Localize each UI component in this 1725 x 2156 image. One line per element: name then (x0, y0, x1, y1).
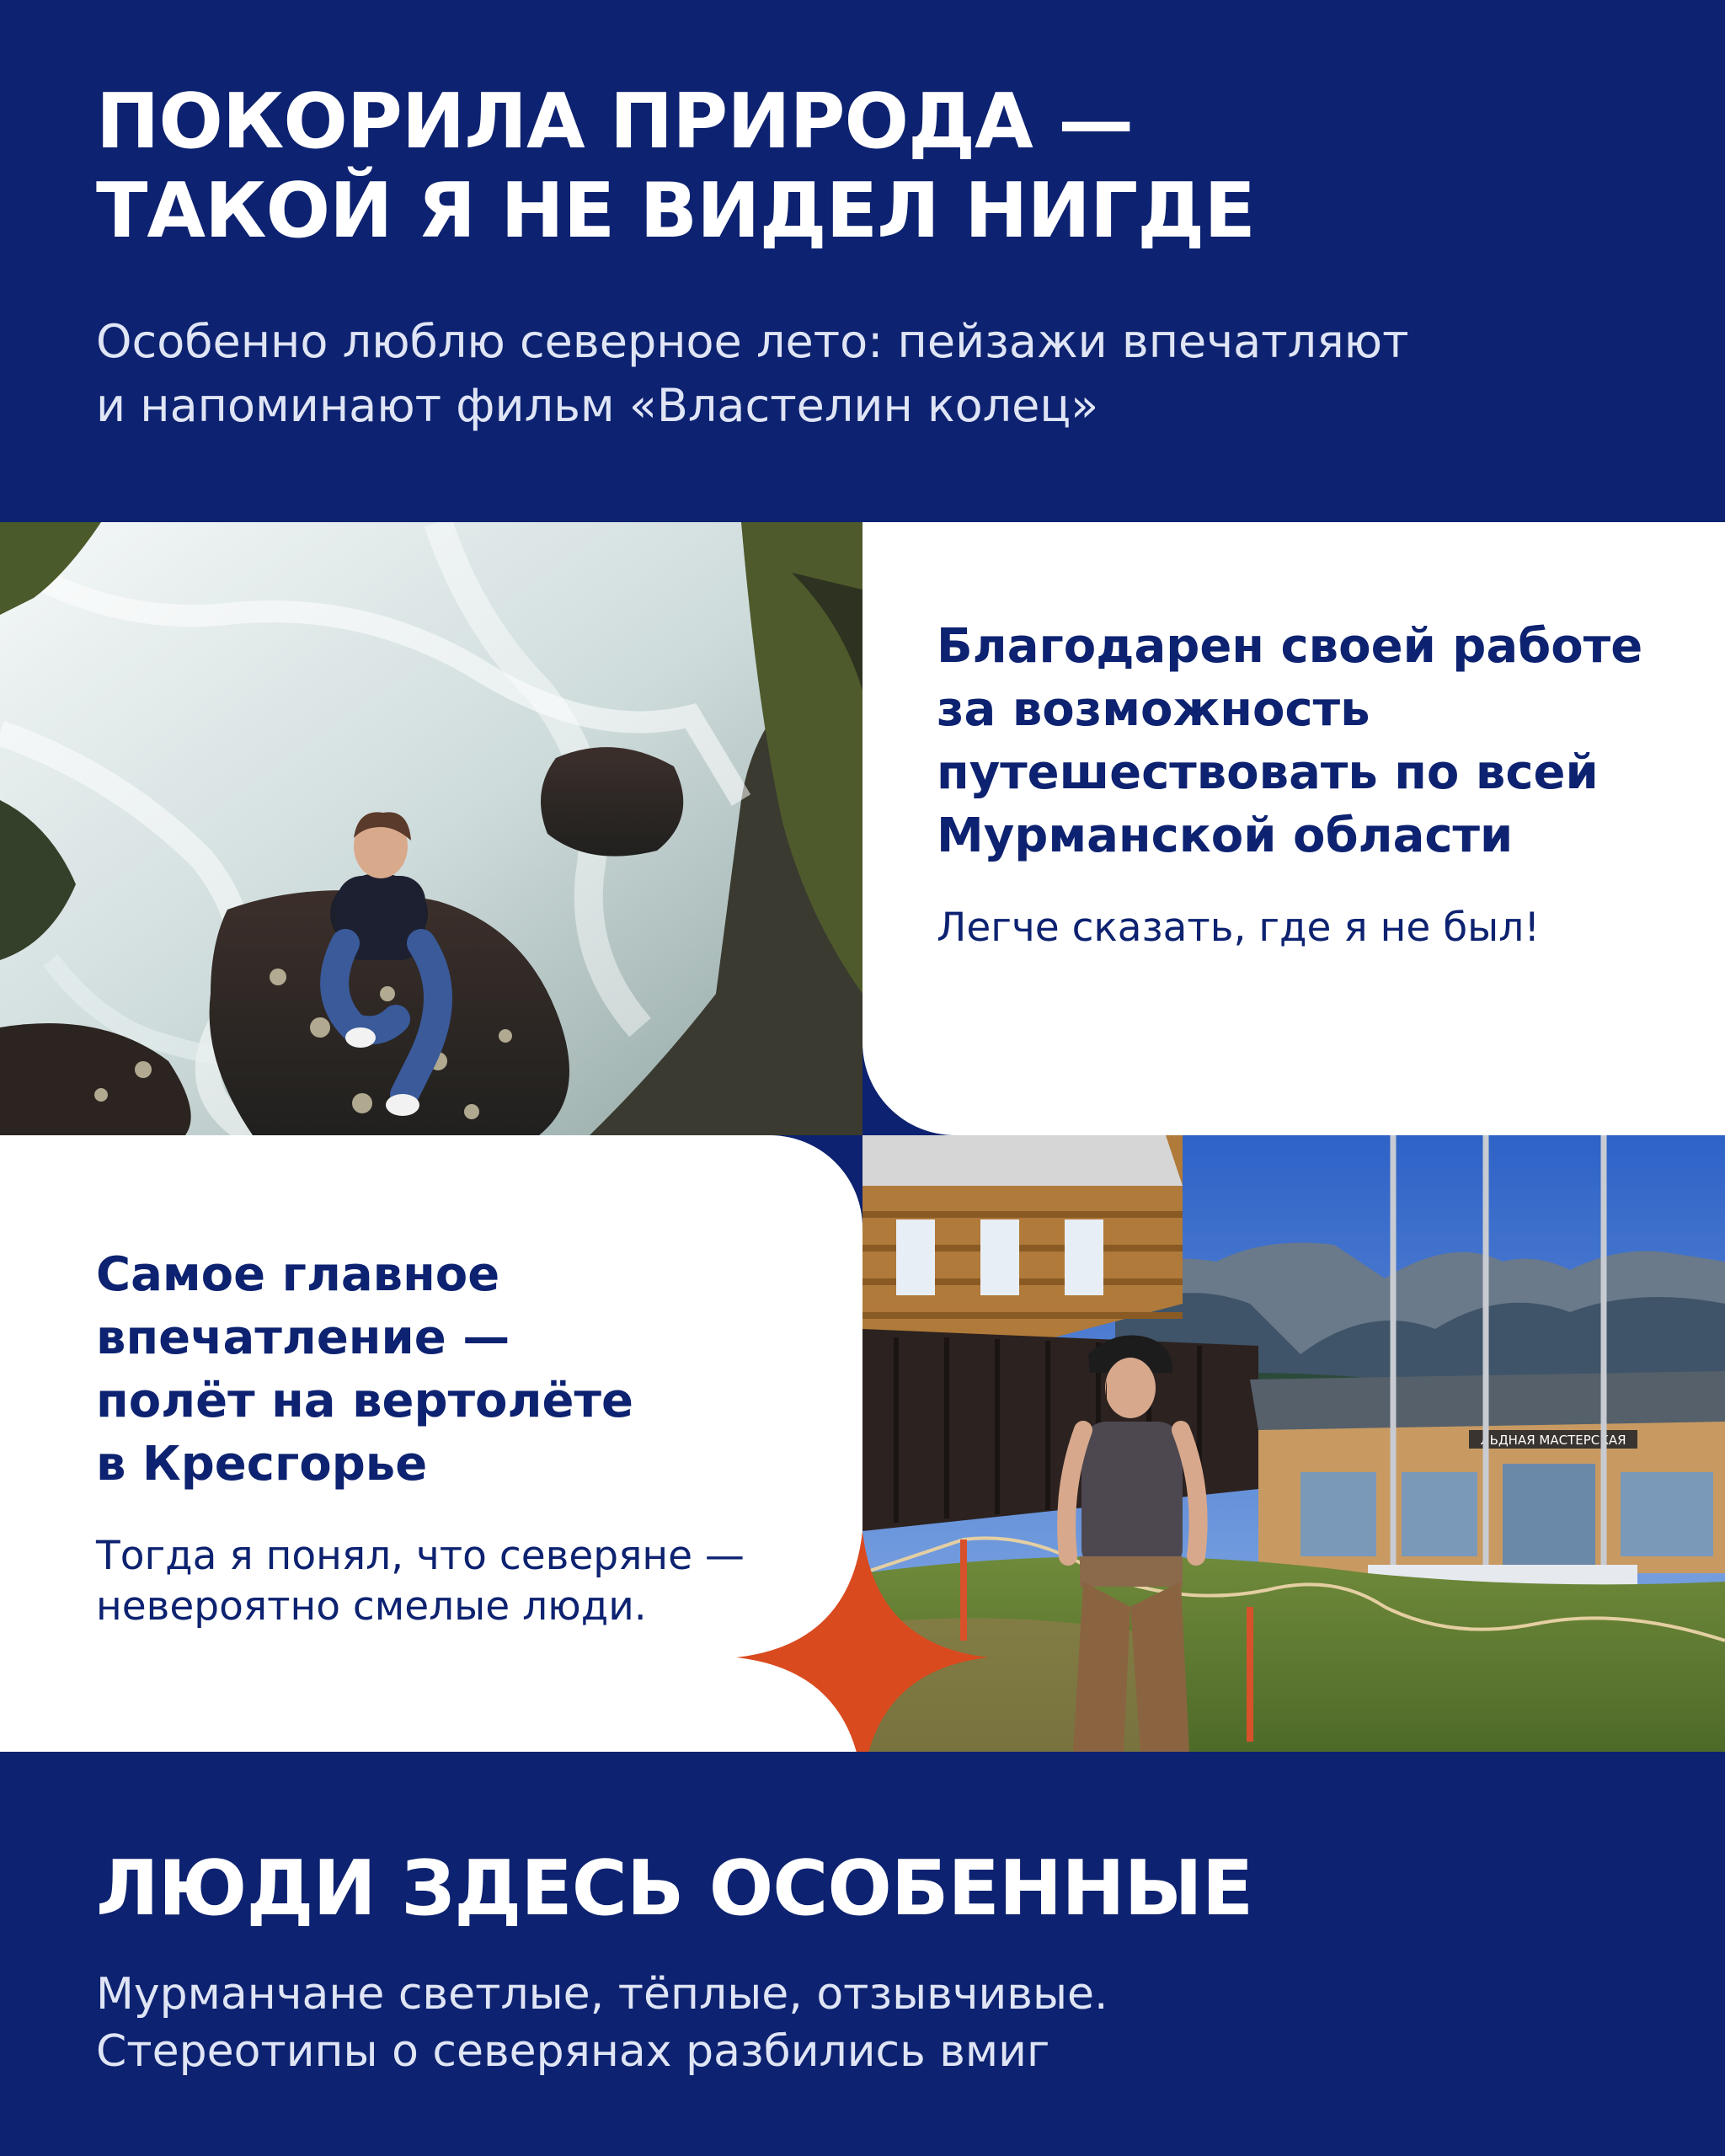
people-text-line-2: Стереотипы о северянах разбились вмиг (96, 2026, 1050, 2077)
people-text-line-1: Мурманчане светлые, тёплые, отзывчивые. (96, 1969, 1108, 2020)
helicopter-heading-line-1: Самое главное (96, 1247, 500, 1302)
work-travel-heading-line-1: Благодарен своей работе (937, 619, 1643, 674)
helicopter-text-line-2: невероятно смелые люди. (96, 1583, 647, 1630)
people-text (96, 1966, 1663, 2080)
helicopter-card (0, 1135, 862, 1752)
station-photo (862, 1135, 1725, 1752)
helicopter-heading (96, 1243, 812, 1496)
station-sign: ЛЬДНАЯ МАСТЕРСКАЯ (1480, 1433, 1626, 1448)
waterfall-photo-image (0, 522, 862, 1135)
station-photo-image (862, 1135, 1725, 1752)
collage-section (0, 522, 1725, 1752)
work-travel-text-line-1: Легче сказать, где я не был! (937, 905, 1541, 951)
people-title: ЛЮДИ ЗДЕСЬ ОСОБЕННЫЕ (96, 1844, 1253, 1933)
helicopter-heading-line-2: впечатление — (96, 1310, 510, 1365)
intro-subtitle-line-1: Особенно люблю северное лето: пейзажи впечатляют (96, 315, 1409, 368)
work-travel-text (937, 903, 1674, 953)
intro-subtitle (96, 310, 1663, 438)
intro-title-line-1: ПОКОРИЛА ПРИРОДА — (96, 77, 1134, 166)
work-travel-heading-line-3: путешествовать по всей (937, 745, 1599, 800)
work-travel-heading-line-2: за возможность (937, 682, 1370, 737)
intro-title-line-2: ТАКОЙ Я НЕ ВИДЕЛ НИГДЕ (96, 167, 1255, 255)
waterfall-photo (0, 522, 862, 1135)
intro-title (96, 77, 1612, 256)
helicopter-heading-line-4: в Кресгорье (96, 1437, 428, 1492)
intro-section (0, 0, 1725, 522)
helicopter-heading-line-3: полёт на вертолёте (96, 1374, 633, 1428)
work-travel-heading-line-4: Мурманской области (937, 808, 1514, 863)
intro-subtitle-line-2: и напоминают фильм «Властелин колец» (96, 379, 1099, 432)
people-section (0, 1752, 1725, 2156)
helicopter-text-line-1: Тогда я понял, что северяне — (96, 1533, 745, 1579)
work-travel-heading (937, 615, 1674, 867)
helicopter-text (96, 1531, 812, 1632)
star-decoration-icon (736, 1531, 989, 1784)
work-travel-card (862, 522, 1725, 1135)
